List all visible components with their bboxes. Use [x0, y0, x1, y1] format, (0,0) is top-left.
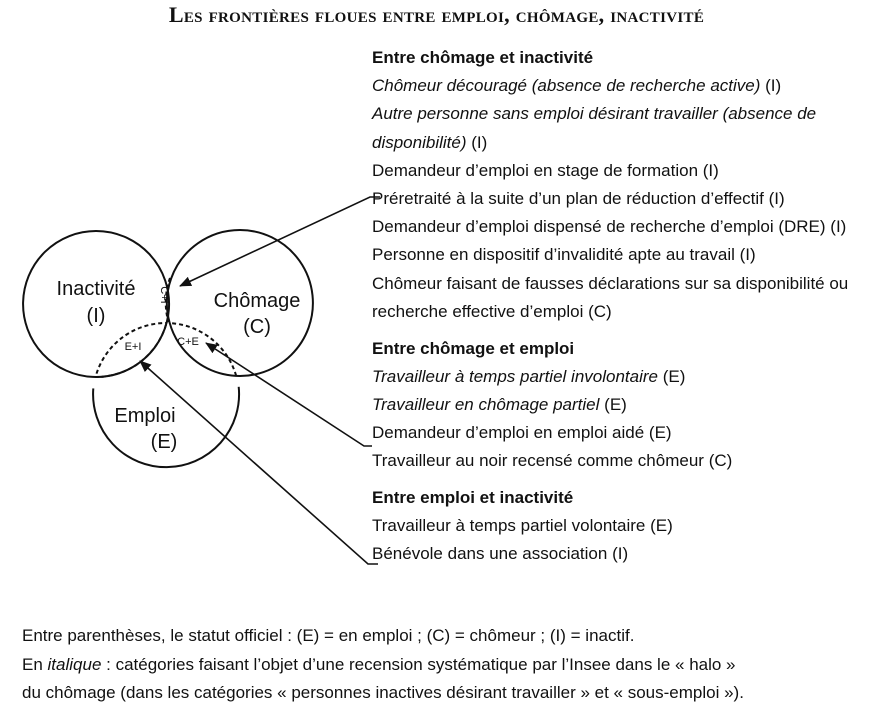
- item-text: Chômeur faisant de fausses déclarations sur sa disponibilité ou recherche effective d’emploi: [372, 273, 849, 321]
- list-item: [372, 363, 864, 391]
- section-heading: Entre emploi et inactivité: [372, 488, 574, 508]
- item-status: (E): [648, 423, 672, 443]
- footnote-line-2: [22, 651, 867, 680]
- item-status: (E): [662, 366, 686, 386]
- section-heading: Entre chômage et inactivité: [372, 48, 594, 67]
- item-text: Préretraité à la suite d’un plan de réduction d’effectif: [372, 189, 764, 209]
- chomage-code: (C): [243, 316, 271, 338]
- footnote-line-1: Entre parenthèses, le statut officiel : (E) = en emploi ; (C) = chômeur ; (I) = inactif.: [22, 626, 635, 645]
- item-text: Travailleur au noir recensé comme chômeur: [372, 451, 704, 471]
- footnote-italic-word: italique: [47, 654, 102, 674]
- list-item: [372, 241, 864, 269]
- overlap-label-ei: E+I: [124, 341, 142, 353]
- chomage-label: Chômage: [213, 290, 301, 312]
- categories-list: [372, 44, 864, 569]
- item-text: Travailleur à temps partiel involontaire: [372, 366, 658, 386]
- item-text: Travailleur en chômage partiel: [372, 394, 600, 414]
- item-text: Bénévole dans une association: [372, 544, 608, 564]
- item-text: Demandeur d’emploi dispensé de recherche d’emploi (DRE): [372, 217, 826, 237]
- arrow-chomage-emploi: [206, 343, 372, 446]
- list-item: [372, 447, 864, 475]
- item-status: (E): [604, 394, 627, 414]
- footnote-line-2-rest: : catégories faisant l’objet d’une recension systématique par l’Insee dans le « halo »: [101, 654, 736, 674]
- list-item: [372, 512, 864, 540]
- list-item: [372, 72, 864, 100]
- item-status: (I): [612, 544, 629, 564]
- item-text: Personne en dispositif d’invalidité apte au travail: [372, 245, 735, 265]
- footnote-line-3: du chômage (dans les catégories « personnes inactives désirant travailler » et « sous-emploi »).: [22, 683, 744, 702]
- list-item: [372, 391, 864, 419]
- list-item: [372, 419, 864, 447]
- section-emploi-inactivite: [372, 484, 864, 569]
- arrow-emploi-inactivite: [140, 361, 378, 564]
- section-chomage-inactivite: [372, 44, 864, 326]
- item-text: Chômeur découragé (absence de recherche active): [372, 76, 761, 96]
- section-chomage-emploi: [372, 335, 864, 476]
- figure-title: Les frontières floues entre emploi, chômage, inactivité: [168, 2, 705, 27]
- item-text: Autre personne sans emploi désirant travailler (absence de disponibilité): [372, 104, 817, 152]
- item-text: Travailleur à temps partiel volontaire: [372, 516, 646, 536]
- item-status: (E): [650, 516, 673, 536]
- list-item: [372, 100, 864, 156]
- item-status: (C): [588, 301, 612, 321]
- inactivite-code: (I): [86, 305, 106, 327]
- item-status: (I): [739, 245, 756, 265]
- list-item: [372, 540, 864, 568]
- list-item: [372, 157, 864, 185]
- list-item: [372, 270, 864, 326]
- item-text: Demandeur d’emploi en emploi aidé: [372, 423, 645, 443]
- footnote: [22, 622, 867, 708]
- list-item: [372, 185, 864, 213]
- overlap-label-ci: C+I: [158, 286, 170, 304]
- footnote-prefix: En: [22, 654, 48, 674]
- item-status: (I): [702, 160, 719, 180]
- item-status: (I): [768, 189, 785, 209]
- emploi-code: (E): [150, 431, 178, 453]
- item-status: (I): [471, 132, 488, 152]
- emploi-label: Emploi: [114, 405, 176, 427]
- item-status: (C): [708, 451, 733, 471]
- item-text: Demandeur d’emploi en stage de formation: [372, 160, 699, 180]
- item-status: (I): [765, 76, 782, 96]
- list-item: [372, 213, 864, 241]
- inactivite-label: Inactivité: [56, 278, 136, 300]
- overlap-label-ce: C+E: [177, 336, 199, 348]
- item-status: (I): [830, 217, 847, 237]
- section-heading: Entre chômage et emploi: [372, 338, 575, 358]
